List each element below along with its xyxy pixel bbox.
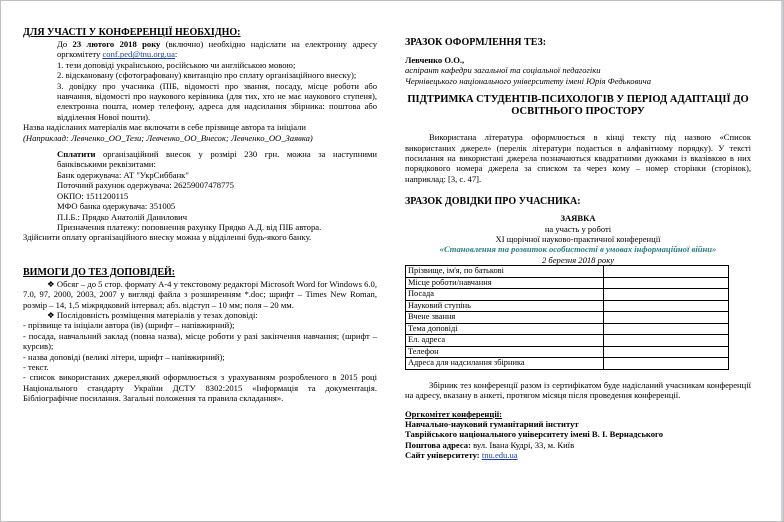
form-row: [406, 312, 729, 324]
account-number: Поточний рахунок одержувача: 26259007478775: [57, 180, 234, 191]
form-label: Ел. адреса: [406, 335, 604, 347]
requirement-order: ❖ Послідовність розміщення матеріалів у тезах доповіді:: [47, 309, 258, 320]
form-value-cell[interactable]: [604, 277, 729, 289]
sample-position: аспірант кафедри загальної та соціальної педагогіки: [405, 65, 601, 76]
conference-date: 2 березня 2018 року: [541, 254, 615, 265]
application-title: ЗАЯВКА: [560, 213, 596, 224]
pay-text: організаційний внесок у розмірі 230 грн. можна за наступними банківськими реквізитами:: [57, 149, 377, 170]
form-row: [406, 300, 729, 312]
form-label: Адреса для надсилання збірника: [406, 358, 604, 370]
page-edge: [781, 1, 783, 521]
certificate-heading: ЗРАЗОК ДОВІДКИ ПРО УЧАСНИКА:: [405, 196, 581, 208]
form-value-cell[interactable]: [604, 312, 729, 324]
site-label: Сайт університету:: [405, 450, 480, 461]
participation-heading: ДЛЯ УЧАСТІ У КОНФЕРЕНЦІЇ НЕОБХІДНО:: [23, 27, 241, 38]
conference-topic: «Становлення та розвиток особистості в умовах інформаційної війни»: [439, 244, 717, 255]
payment-note: Здійснити оплату організаційного внеску можна у відділенні будь-якого банку.: [23, 232, 312, 243]
form-row: [406, 323, 729, 335]
form-row: [406, 289, 729, 301]
application-form-table: [405, 265, 729, 370]
university-name: Таврійського національного університету імені В. І. Вернадського: [405, 429, 663, 440]
mfo-code: МФО банка одержувача: 351005: [57, 201, 176, 212]
form-row: [406, 358, 729, 370]
form-row: [406, 266, 729, 278]
left-column: [23, 27, 377, 404]
postal-address: [405, 440, 751, 450]
form-value-cell[interactable]: [604, 323, 729, 335]
bank-name: Банк одержувача: АТ "УкрСиббанк": [57, 169, 189, 180]
address-label: Поштова адреса:: [405, 439, 471, 450]
form-label: Місце роботи/навчання: [406, 277, 604, 289]
address-value: вул. Івана Кудрі, 33, м. Київ: [470, 439, 575, 450]
naming-example: (Наприклад: Левченко_ОО_Тези; Левченко_ОО_Внесок; Левченко_ОО_Заявка): [23, 132, 313, 143]
intro-text-b: (включно) необхідно надіслати на електронну адресу оргкомітету: [57, 39, 377, 60]
institute-name: Навчально-науковий гуманітарний інститут: [405, 419, 579, 429]
payee-name: П.І.Б.: Прядко Анатолій Данилович: [57, 211, 188, 222]
requirement-references: - список використаних джерел,який оформлюється з урахуванням розробленого в 2015 році Національного стандарту України ДСТУ 8302:2015 «Інформація та документація. Бібліографічне посилання. Загальні положення та правила складання».: [23, 372, 377, 404]
application-subtitle: на участь у роботі: [544, 223, 612, 234]
payment-purpose: Призначення платежу: поповнення рахунку Прядко А.Д. від ПІБ автора.: [57, 221, 322, 232]
form-label: Посада: [406, 289, 604, 301]
item-1: 1. тези доповіді українською, російською чи англійською мовою;: [57, 59, 296, 70]
form-label: Вчене звання: [406, 312, 604, 324]
form-value-cell[interactable]: [604, 346, 729, 358]
form-row: [406, 346, 729, 358]
payment-paragraph: [23, 149, 377, 170]
form-value-cell[interactable]: [604, 266, 729, 278]
naming-rule: Назва надісланих матеріалів має включати в себе прізвище автора та ініціали: [23, 122, 307, 133]
literature-paragraph: Використана література оформлюється в кінці тексту під назвою «Список використаних джерел» (перелік літератури подається в алфавітному порядку). У тексті посилання на використані джерела позначаються квадратними дужками із вказівкою в них порядкового номера джерела за списком та через кому – номер сторінки (сторінок), наприклад: [3, с. 47].: [405, 132, 751, 184]
intro-paragraph: [23, 39, 377, 60]
form-value-cell[interactable]: [604, 300, 729, 312]
requirement-title: - назва доповіді (великі літери, шрифт – напівжирний);: [23, 351, 225, 362]
sample-author: Левченко О.О.,: [405, 55, 465, 65]
requirement-author: - прізвище та ініціали автора (ів) (шрифт – напівжирний);: [23, 320, 235, 331]
form-label: Тема доповіді: [406, 323, 604, 335]
okpo-code: ОКПО: 1511200115: [57, 190, 129, 201]
form-label: Прізвище, ім'я, по батькові: [406, 266, 604, 278]
form-value-cell[interactable]: [604, 335, 729, 347]
conference-name: ХІ щорічної науково-практичної конференції: [495, 234, 661, 245]
deadline-date: 23 лютого 2018 року: [72, 39, 161, 49]
form-value-cell[interactable]: [604, 358, 729, 370]
site-link[interactable]: tnu.edu.ua: [481, 450, 518, 461]
requirement-position: - посада, навчальний заклад (повна назва), місце роботи у разі закінчення навчання; (шрифт – курсив);: [23, 330, 377, 352]
item-3: 3. довідку про учасника (ПІБ, відомості про звання, посаду, місце роботи або навчання, відомості про наукового керівника (для тих, хто не має наукового ступеня), електронна пошта, номер телефону, адреса для надсилання збірника: поштова або відділення Нової пошти).: [57, 80, 377, 122]
sample-heading: ЗРАЗОК ОФОРМЛЕННЯ ТЕЗ:: [405, 37, 547, 48]
sample-paper-title: ПІДТРИМКА СТУДЕНТІВ-ПСИХОЛОГІВ У ПЕРІОД АДАПТАЦІЇ ДО ОСВІТНЬОГО ПРОСТОРУ: [407, 94, 749, 118]
requirement-volume: ❖ Обсяг – до 5 стор. формату А-4 у текстовому редакторі Microsoft Word for Windows 6.0, 7.0, 97, 2000, 2003, 2007 у вигляді файла з розширенням *.doc; шрифт – Times New Roman, розмір – 14, 1,5 міжрядковий інтервал; абз. відступ – 10 мм; поля – 20 мм.: [23, 278, 377, 310]
form-value-cell[interactable]: [604, 289, 729, 301]
requirement-text: - текст.: [23, 361, 49, 372]
intro-end: :: [174, 49, 178, 60]
organizing-committee-heading: Оргкомітет конференції:: [405, 408, 502, 419]
form-label: Науковий ступінь: [406, 300, 604, 312]
email-link[interactable]: conf.ped@tnu.org.ua: [102, 49, 175, 60]
form-row: [406, 277, 729, 289]
right-column: [405, 37, 751, 461]
form-row: [406, 335, 729, 347]
collection-note: Збірник тез конференції разом із сертифікатом буде надісланий учасникам конференції на адресу, вказану в анкеті, протягом місяця після проведення конференції.: [405, 379, 751, 401]
university-site: [405, 450, 751, 460]
form-label: Телефон: [406, 346, 604, 358]
intro-text-a: До: [57, 39, 73, 49]
item-2: 2. відскановану (сфотографовану) квитанцію про сплату організаційного внеску);: [57, 70, 357, 81]
pay-label: Сплатити: [57, 149, 96, 160]
requirements-heading: ВИМОГИ ДО ТЕЗ ДОПОВІДЕЙ:: [23, 266, 176, 278]
sample-university: Чернівецького національного університету імені Юрія Федьковича: [405, 75, 651, 86]
